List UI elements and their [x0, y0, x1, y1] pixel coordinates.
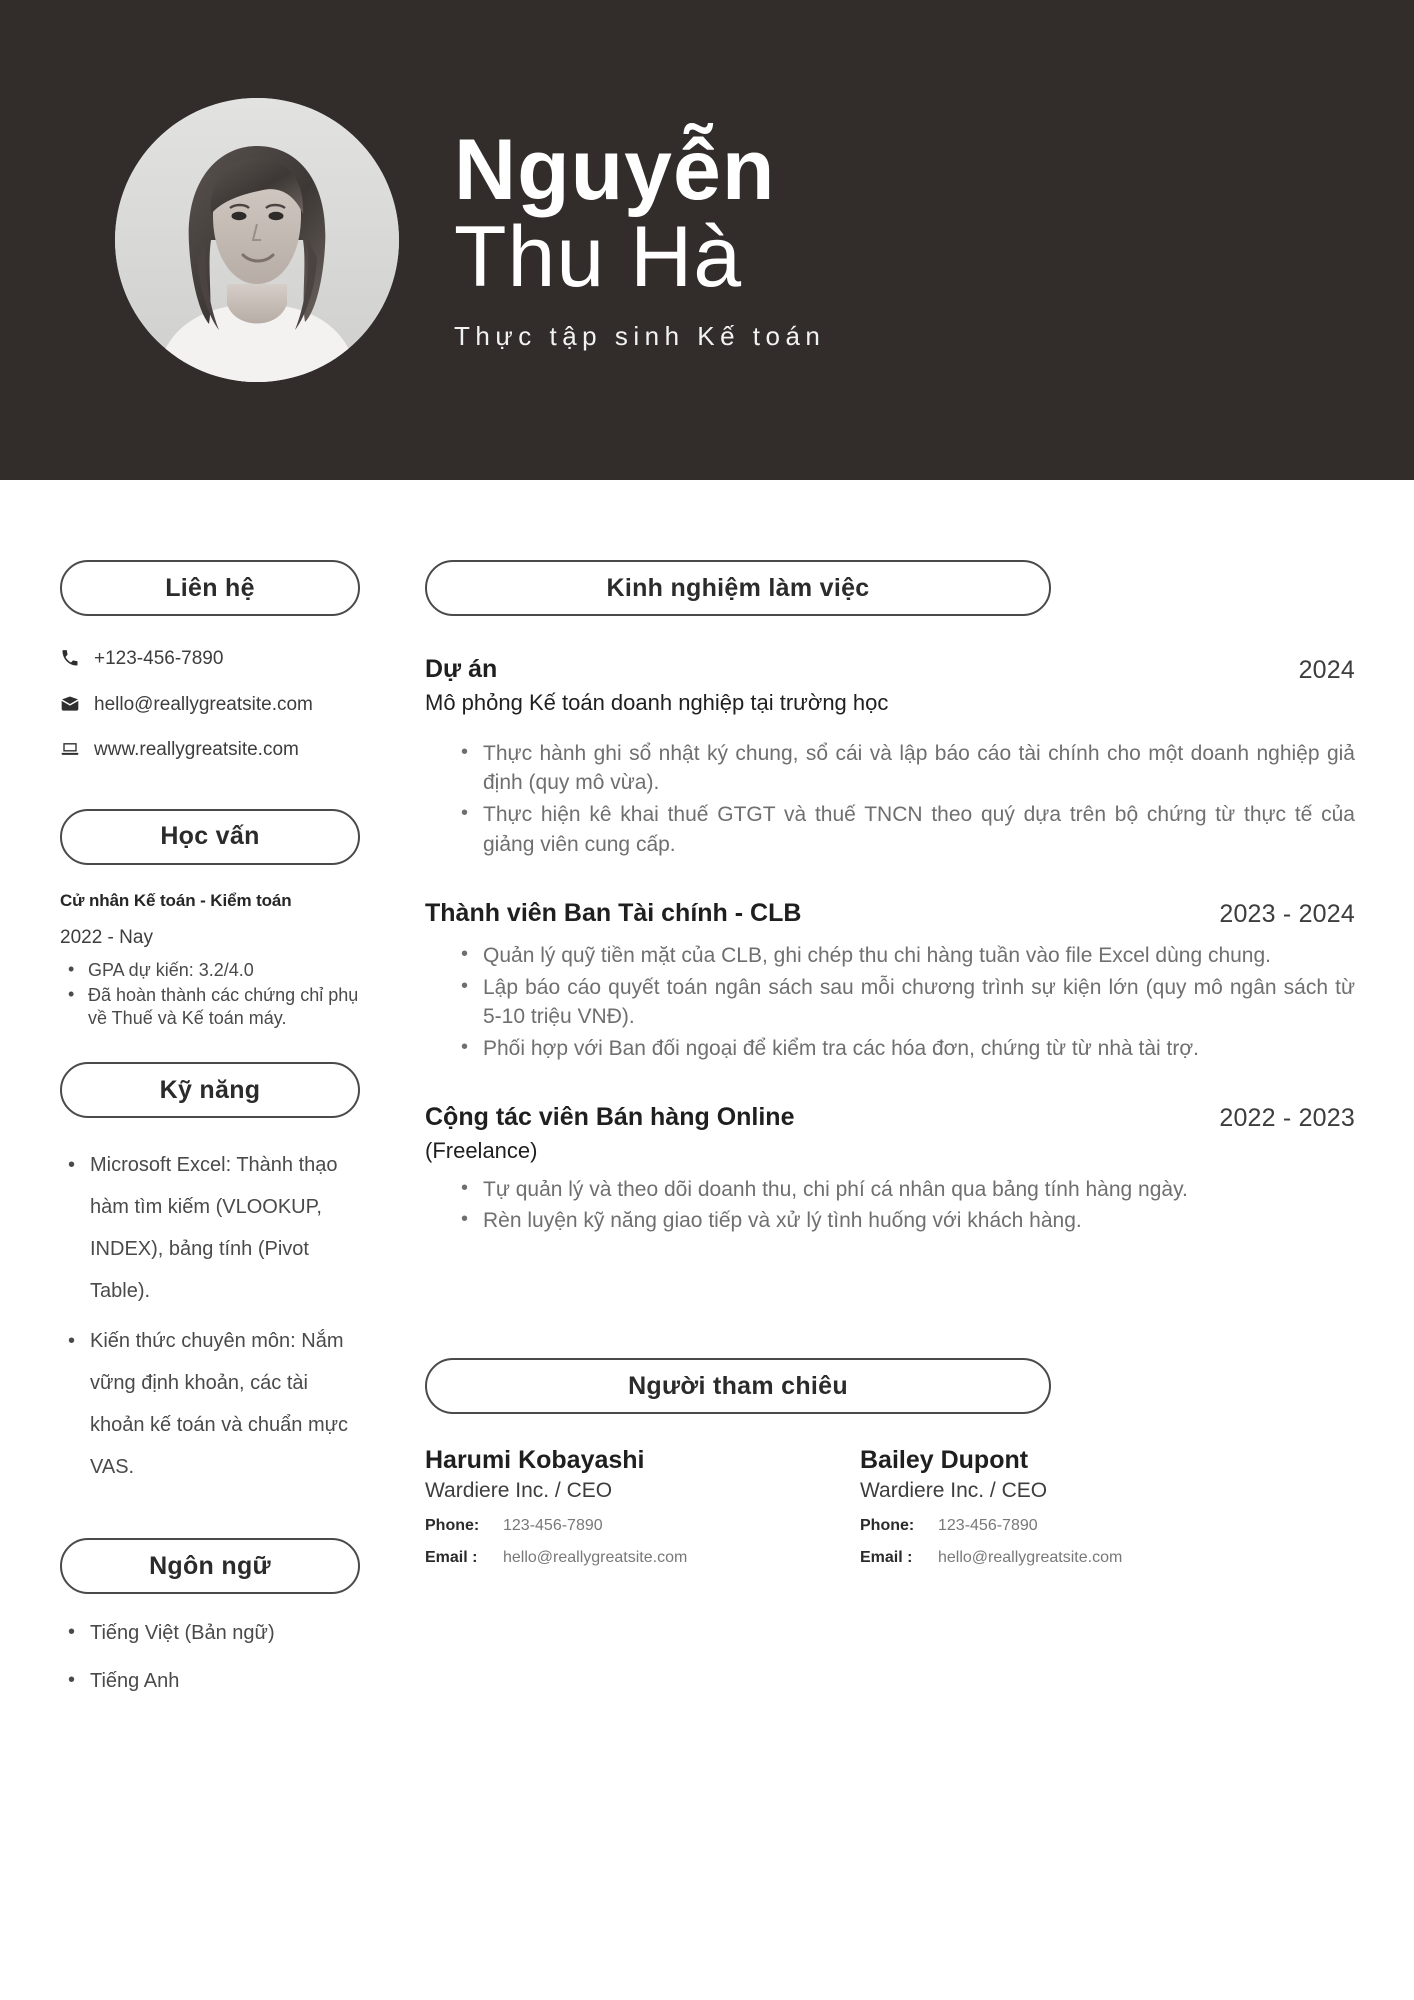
first-name: Nguyễn: [454, 122, 776, 219]
education-degree: Cử nhân Kế toán - Kiểm toán: [60, 890, 292, 910]
list-item: • Quản lý quỹ tiền mặt của CLB, ghi chép thu chi hàng tuần vào file Excel dùng chung.: [453, 941, 1355, 971]
experience-bullets: [453, 1175, 1355, 1237]
list-item: • Lập báo cáo quyết toán ngân sách sau mỗi chương trình sự kiện lớn (quy mô ngân sách từ 5-10 triệu VNĐ).: [453, 973, 1355, 1033]
section-heading-skills: Kỹ năng: [60, 1062, 360, 1118]
reference-email-row: [860, 1549, 1295, 1567]
list-item: • Thực hành ghi sổ nhật ký chung, sổ cái và lập báo cáo tài chính cho một doanh nghiệp giả định (quy mô vừa).: [453, 739, 1355, 799]
section-heading-languages: Ngôn ngữ: [60, 1538, 360, 1594]
experience-entry-head: [425, 654, 1355, 685]
experience-entry: [425, 1102, 1355, 1236]
list-item: • Đã hoàn thành các chứng chỉ phụ về Thuế và Kế toán máy.: [60, 984, 365, 1030]
experience-title: Dự án: [425, 655, 498, 683]
section-heading-contact: Liên hệ: [60, 560, 360, 616]
resume-header: [0, 0, 1414, 480]
email-value: hello@reallygreatsite.com: [94, 693, 313, 715]
education-bullets: [60, 959, 365, 1030]
avatar: [115, 98, 399, 382]
references-list: [425, 1446, 1355, 1567]
languages-list: [60, 1620, 365, 1694]
list-item: • Tự quản lý và theo dõi doanh thu, chi phí cá nhân qua bảng tính hàng ngày.: [453, 1175, 1355, 1205]
experience-entry-head: [425, 1102, 1355, 1133]
email-label: Email :: [425, 1549, 478, 1567]
name-block: [454, 122, 826, 352]
experience-year: 2023 - 2024: [1219, 899, 1355, 928]
list-item: • Tiếng Anh: [60, 1668, 365, 1694]
email-label: Email :: [860, 1549, 913, 1567]
experience-entry: [425, 898, 1355, 1064]
phone-label: Phone:: [860, 1517, 915, 1535]
contact-email[interactable]: [60, 692, 365, 718]
reference-phone: 123-456-7890: [938, 1517, 1038, 1535]
section-heading-education: Học vấn: [60, 809, 360, 865]
sidebar: [60, 560, 365, 1716]
experience-title: Cộng tác viên Bán hàng Online: [425, 1103, 795, 1131]
website-value: www.reallygreatsite.com: [94, 739, 299, 761]
list-item: • GPA dự kiến: 3.2/4.0: [60, 959, 365, 982]
phone-icon: [60, 646, 94, 668]
section-heading-experience: Kinh nghiệm làm việc: [425, 560, 1051, 616]
list-item: • Microsoft Excel: Thành thạo hàm tìm kiếm (VLOOKUP, INDEX), bảng tính (Pivot Table).: [60, 1144, 365, 1312]
reference-name: Bailey Dupont: [860, 1446, 1029, 1475]
reference-phone: 123-456-7890: [503, 1517, 603, 1535]
experience-bullets: [453, 739, 1355, 860]
experience-subtitle: (Freelance): [425, 1138, 538, 1163]
email-icon: [60, 692, 94, 714]
experience-year: 2022 - 2023: [1219, 1104, 1355, 1132]
contact-list: [60, 646, 365, 763]
reference-email: hello@reallygreatsite.com: [938, 1549, 1123, 1567]
experience-entry-head: [425, 898, 1355, 929]
phone-value: +123-456-7890: [94, 648, 224, 669]
reference-name: Harumi Kobayashi: [425, 1446, 645, 1475]
skills-list: [60, 1144, 365, 1488]
phone-label: Phone:: [425, 1517, 480, 1535]
list-item: • Thực hiện kê khai thuế GTGT và thuế TNCN theo quý dựa trên bộ chứng từ thực tế của giảng viên cung cấp.: [453, 800, 1355, 860]
reference-phone-row: [860, 1517, 1295, 1535]
reference-card: [425, 1446, 860, 1567]
last-name: Thu Hà: [454, 209, 743, 306]
experience-entry: [425, 654, 1355, 860]
experience-subtitle: Mô phỏng Kế toán doanh nghiệp tại trường học: [425, 690, 889, 715]
section-heading-references: Người tham chiêu: [425, 1358, 1051, 1414]
education-years: 2022 - Nay: [60, 926, 153, 948]
reference-phone-row: [425, 1517, 860, 1535]
reference-email: hello@reallygreatsite.com: [503, 1549, 688, 1567]
list-item: • Rèn luyện kỹ năng giao tiếp và xử lý tình huống với khách hàng.: [453, 1206, 1355, 1236]
contact-phone[interactable]: [60, 646, 365, 672]
list-item: • Tiếng Việt (Bản ngữ): [60, 1620, 365, 1646]
avatar-photo: [115, 98, 399, 382]
reference-role: Wardiere Inc. / CEO: [425, 1479, 613, 1503]
reference-email-row: [425, 1549, 860, 1567]
job-title: Thực tập sinh Kế toán: [454, 320, 826, 351]
list-item: • Phối hợp với Ban đối ngoại để kiểm tra các hóa đơn, chứng từ từ nhà tài trợ.: [453, 1034, 1355, 1064]
list-item: • Kiến thức chuyên môn: Nắm vững định khoản, các tài khoản kế toán và chuẩn mực VAS.: [60, 1320, 365, 1488]
reference-card: [860, 1446, 1295, 1567]
main-content: [425, 560, 1355, 1567]
experience-year: 2024: [1298, 656, 1355, 684]
contact-website[interactable]: [60, 737, 365, 763]
reference-role: Wardiere Inc. / CEO: [860, 1479, 1048, 1503]
experience-title: Thành viên Ban Tài chính - CLB: [425, 898, 802, 927]
laptop-icon: [60, 737, 94, 759]
experience-bullets: [453, 941, 1355, 1064]
